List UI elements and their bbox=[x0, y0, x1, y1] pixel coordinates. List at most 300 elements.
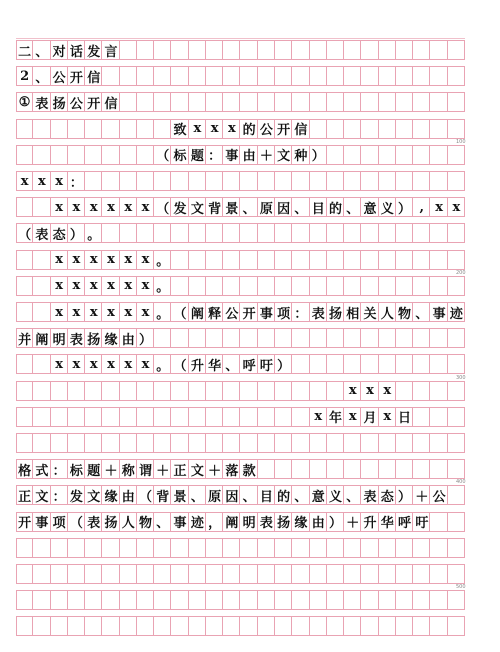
grid-cell bbox=[16, 250, 33, 270]
grid-char: x bbox=[55, 356, 64, 372]
grid-char: ＋ bbox=[156, 463, 170, 479]
grid-cell bbox=[310, 276, 327, 296]
grid-cell bbox=[171, 223, 188, 243]
grid-char: 表 bbox=[87, 516, 101, 532]
grid-cell bbox=[189, 328, 206, 348]
grid-cell bbox=[361, 40, 378, 60]
grid-row bbox=[16, 119, 465, 139]
grid-cell bbox=[379, 119, 396, 139]
grid-cell bbox=[361, 433, 378, 453]
grid-cell bbox=[413, 616, 430, 636]
grid-cell bbox=[361, 250, 378, 270]
grid-char: 款 bbox=[242, 463, 256, 479]
grid-cell bbox=[102, 171, 119, 191]
grid-char: ） bbox=[311, 149, 325, 165]
grid-row bbox=[16, 354, 465, 374]
grid-char: 意 bbox=[311, 489, 325, 505]
grid-cell bbox=[344, 276, 361, 296]
grid-char: 落 bbox=[225, 463, 239, 479]
grid-char: 明 bbox=[52, 332, 66, 348]
grid-cell bbox=[379, 40, 396, 60]
grid-char: 因 bbox=[277, 201, 291, 217]
grid-char: 的 bbox=[328, 201, 342, 217]
grid-char: ） bbox=[328, 516, 342, 532]
grid-cell bbox=[68, 433, 85, 453]
grid-cell bbox=[413, 407, 430, 427]
grid-cell bbox=[310, 381, 327, 401]
grid-cell bbox=[85, 433, 102, 453]
grid-char: 发 bbox=[87, 44, 101, 60]
grid-cell bbox=[396, 538, 413, 558]
grid-cell bbox=[206, 590, 223, 610]
grid-cell bbox=[327, 250, 344, 270]
grid-cell bbox=[258, 250, 275, 270]
grid-char: x bbox=[348, 383, 357, 399]
grid-char: 呼 bbox=[242, 358, 256, 374]
grid-cell bbox=[327, 354, 344, 374]
grid-cell bbox=[137, 407, 154, 427]
grid-cell bbox=[171, 250, 188, 270]
grid-char: 意 bbox=[363, 201, 377, 217]
grid-char: 、 bbox=[346, 489, 360, 505]
grid-char: 、 bbox=[415, 306, 429, 322]
grid-cell bbox=[327, 171, 344, 191]
grid-char: 事 bbox=[35, 516, 49, 532]
grid-cell bbox=[275, 407, 292, 427]
grid-char: x bbox=[141, 199, 150, 215]
grid-char: 义 bbox=[380, 201, 394, 217]
grid-cell bbox=[310, 616, 327, 636]
grid-char: x bbox=[141, 278, 150, 294]
grid-cell bbox=[137, 66, 154, 86]
grid-char: 缘 bbox=[104, 489, 118, 505]
grid-cell bbox=[51, 433, 68, 453]
grid-cell bbox=[33, 145, 50, 165]
grid-cell bbox=[68, 564, 85, 584]
grid-cell bbox=[344, 590, 361, 610]
grid-cell bbox=[361, 92, 378, 112]
grid-cell bbox=[241, 223, 258, 243]
grid-cell bbox=[241, 66, 258, 86]
grid-char: 华 bbox=[208, 358, 222, 374]
grid-cell bbox=[206, 92, 223, 112]
grid-row bbox=[16, 171, 465, 191]
grid-char: 题 bbox=[87, 463, 101, 479]
grid-row bbox=[16, 459, 465, 479]
grid-char: 谓 bbox=[139, 463, 153, 479]
top-rule bbox=[16, 38, 465, 39]
grid-char: x bbox=[89, 278, 98, 294]
grid-cell bbox=[430, 250, 447, 270]
grid-cell bbox=[68, 407, 85, 427]
grid-char: 信 bbox=[104, 96, 118, 112]
grid-cell bbox=[258, 616, 275, 636]
grid-cell bbox=[120, 381, 137, 401]
grid-cell bbox=[361, 223, 378, 243]
grid-cell bbox=[258, 92, 275, 112]
grid-cell bbox=[16, 276, 33, 296]
grid-cell bbox=[154, 119, 171, 139]
grid-cell bbox=[413, 354, 430, 374]
grid-char: 、 bbox=[35, 70, 49, 86]
grid-cell bbox=[275, 92, 292, 112]
grid-cell bbox=[327, 459, 344, 479]
grid-char: x bbox=[107, 278, 115, 294]
grid-row bbox=[16, 512, 465, 532]
grid-char: 由 bbox=[121, 332, 135, 348]
grid-cell bbox=[120, 407, 137, 427]
grid-char: 释 bbox=[208, 306, 222, 322]
grid-char: x bbox=[89, 252, 98, 268]
grid-cell bbox=[223, 66, 240, 86]
grid-char: 2 bbox=[20, 68, 30, 84]
grid-char: ） bbox=[139, 332, 153, 348]
grid-cell bbox=[361, 564, 378, 584]
grid-char: 由 bbox=[311, 516, 325, 532]
grid-char: 表 bbox=[35, 96, 49, 112]
grid-char: 目 bbox=[259, 489, 273, 505]
grid-cell bbox=[258, 328, 275, 348]
grid-cell bbox=[223, 538, 240, 558]
grid-cell bbox=[292, 407, 309, 427]
grid-cell bbox=[189, 381, 206, 401]
grid-cell bbox=[189, 40, 206, 60]
grid-cell bbox=[171, 564, 188, 584]
grid-char: ① bbox=[18, 94, 31, 110]
grid-cell bbox=[154, 381, 171, 401]
grid-row bbox=[16, 564, 465, 584]
grid-cell bbox=[16, 145, 33, 165]
grid-cell bbox=[171, 407, 188, 427]
grid-cell bbox=[396, 433, 413, 453]
grid-cell bbox=[137, 381, 154, 401]
grid-cell bbox=[68, 145, 85, 165]
grid-char: x bbox=[210, 121, 219, 137]
grid-char: 项 bbox=[277, 306, 291, 322]
grid-cell bbox=[430, 433, 447, 453]
grid-cell bbox=[292, 250, 309, 270]
grid-cell bbox=[189, 250, 206, 270]
grid-cell bbox=[189, 564, 206, 584]
grid-char: 缘 bbox=[104, 332, 118, 348]
grid-cell bbox=[120, 145, 137, 165]
grid-cell bbox=[430, 354, 447, 374]
grid-row bbox=[16, 223, 465, 243]
grid-char: 项 bbox=[52, 516, 66, 532]
grid-cell bbox=[310, 564, 327, 584]
grid-cell bbox=[413, 40, 430, 60]
grid-cell bbox=[327, 92, 344, 112]
grid-cell bbox=[379, 590, 396, 610]
grid-cell bbox=[430, 145, 447, 165]
grid-cell bbox=[310, 433, 327, 453]
grid-char: 目 bbox=[311, 201, 325, 217]
grid-cell bbox=[258, 538, 275, 558]
grid-char: 言 bbox=[104, 44, 118, 60]
grid-char: 的 bbox=[277, 489, 291, 505]
grid-cell bbox=[223, 616, 240, 636]
grid-char: x bbox=[72, 199, 81, 215]
grid-cell bbox=[275, 538, 292, 558]
grid-cell bbox=[275, 381, 292, 401]
grid-cell bbox=[258, 40, 275, 60]
grid-cell bbox=[241, 590, 258, 610]
grid-cell bbox=[396, 459, 413, 479]
grid-char: 、 bbox=[242, 489, 256, 505]
grid-char: x bbox=[141, 356, 150, 372]
grid-char: 背 bbox=[208, 201, 222, 217]
grid-char: 开 bbox=[18, 516, 32, 532]
grid-cell bbox=[413, 538, 430, 558]
grid-cell bbox=[361, 354, 378, 374]
grid-cell bbox=[430, 92, 447, 112]
grid-cell bbox=[16, 354, 33, 374]
grid-cell bbox=[137, 92, 154, 112]
grid-cell bbox=[413, 223, 430, 243]
grid-char: 迹 bbox=[190, 516, 204, 532]
grid-cell bbox=[361, 328, 378, 348]
grid-cell bbox=[396, 328, 413, 348]
grid-cell bbox=[120, 92, 137, 112]
grid-cell bbox=[206, 381, 223, 401]
grid-cell bbox=[344, 171, 361, 191]
grid-char: 文 bbox=[87, 489, 101, 505]
grid-char: 缘 bbox=[294, 516, 308, 532]
grid-cell bbox=[379, 223, 396, 243]
grid-cell bbox=[189, 590, 206, 610]
grid-cell bbox=[33, 590, 50, 610]
grid-char: 因 bbox=[225, 489, 239, 505]
grid-char: x bbox=[107, 356, 115, 372]
grid-cell bbox=[275, 276, 292, 296]
grid-cell bbox=[396, 564, 413, 584]
grid-cell bbox=[206, 328, 223, 348]
grid-char: 发 bbox=[69, 489, 83, 505]
grid-char: 相 bbox=[346, 306, 360, 322]
grid-char: 明 bbox=[242, 516, 256, 532]
grid-cell bbox=[361, 171, 378, 191]
grid-cell bbox=[379, 66, 396, 86]
grid-row bbox=[16, 302, 465, 322]
grid-cell bbox=[344, 66, 361, 86]
grid-cell bbox=[154, 328, 171, 348]
grid-cell bbox=[154, 66, 171, 86]
grid-char: x bbox=[124, 356, 133, 372]
grid-cell bbox=[327, 223, 344, 243]
grid-char: ： bbox=[52, 463, 66, 479]
grid-cell bbox=[258, 590, 275, 610]
grid-cell bbox=[68, 538, 85, 558]
grid-cell bbox=[51, 381, 68, 401]
grid-cell bbox=[292, 616, 309, 636]
grid-cell bbox=[327, 381, 344, 401]
grid-cell bbox=[154, 538, 171, 558]
grid-cell bbox=[327, 433, 344, 453]
grid-cell bbox=[396, 145, 413, 165]
grid-cell bbox=[430, 590, 447, 610]
grid-char: 开 bbox=[87, 96, 101, 112]
grid-char: 文 bbox=[35, 489, 49, 505]
grid-cell bbox=[68, 616, 85, 636]
grid-cell bbox=[223, 328, 240, 348]
grid-cell bbox=[85, 616, 102, 636]
grid-cell bbox=[275, 66, 292, 86]
grid-cell bbox=[33, 119, 50, 139]
grid-cell bbox=[206, 407, 223, 427]
grid-char: 迹 bbox=[449, 306, 463, 322]
grid-char: 致 bbox=[173, 123, 187, 139]
grid-char: （ bbox=[18, 227, 32, 243]
grid-char: 扬 bbox=[328, 306, 342, 322]
grid-char: 事 bbox=[225, 149, 239, 165]
grid-char: 信 bbox=[294, 123, 308, 139]
grid-char: （ bbox=[173, 306, 187, 322]
grid-cell bbox=[310, 66, 327, 86]
grid-char: x bbox=[141, 252, 150, 268]
grid-cell bbox=[120, 223, 137, 243]
grid-cell bbox=[51, 119, 68, 139]
grid-char: （ bbox=[139, 489, 153, 505]
grid-cell bbox=[413, 145, 430, 165]
grid-cell bbox=[189, 433, 206, 453]
grid-cell bbox=[241, 171, 258, 191]
grid-char: x bbox=[124, 278, 133, 294]
grid-char: 扬 bbox=[104, 516, 118, 532]
grid-char: 并 bbox=[18, 332, 32, 348]
grid-cell bbox=[206, 276, 223, 296]
grid-cell bbox=[310, 92, 327, 112]
grid-char: 公 bbox=[259, 123, 273, 139]
grid-cell bbox=[430, 171, 447, 191]
grid-cell bbox=[85, 119, 102, 139]
grid-cell bbox=[396, 92, 413, 112]
grid-row bbox=[16, 250, 465, 270]
grid-cell bbox=[275, 250, 292, 270]
grid-cell bbox=[275, 564, 292, 584]
grid-cell bbox=[16, 119, 33, 139]
grid-char: x bbox=[72, 356, 81, 372]
grid-char: x bbox=[383, 383, 392, 399]
grid-cell bbox=[120, 433, 137, 453]
grid-cell bbox=[206, 433, 223, 453]
grid-char: 月 bbox=[363, 411, 377, 427]
grid-cell bbox=[223, 407, 240, 427]
grid-char: 标 bbox=[173, 149, 187, 165]
grid-cell bbox=[292, 433, 309, 453]
grid-cell bbox=[379, 616, 396, 636]
grid-cell bbox=[292, 381, 309, 401]
grid-cell bbox=[120, 40, 137, 60]
grid-char: 升 bbox=[190, 358, 204, 374]
grid-cell bbox=[33, 250, 50, 270]
grid-cell bbox=[171, 276, 188, 296]
grid-cell bbox=[327, 590, 344, 610]
grid-char: x bbox=[72, 278, 81, 294]
grid-cell bbox=[361, 66, 378, 86]
grid-char: 表 bbox=[35, 227, 49, 243]
grid-cell bbox=[379, 250, 396, 270]
grid-char: 公 bbox=[225, 306, 239, 322]
grid-cell bbox=[223, 433, 240, 453]
grid-char: ： bbox=[69, 175, 83, 191]
grid-char: 表 bbox=[311, 306, 325, 322]
grid-cell bbox=[379, 145, 396, 165]
grid-char: x bbox=[107, 304, 115, 320]
grid-cell bbox=[102, 223, 119, 243]
grid-cell bbox=[241, 616, 258, 636]
grid-char: 。 bbox=[156, 306, 170, 322]
grid-char: 。 bbox=[156, 280, 170, 296]
grid-char: ＋ bbox=[208, 463, 222, 479]
grid-cell bbox=[85, 564, 102, 584]
grid-cell bbox=[189, 171, 206, 191]
grid-cell bbox=[275, 433, 292, 453]
grid-cell bbox=[241, 433, 258, 453]
grid-cell bbox=[189, 616, 206, 636]
grid-cell bbox=[16, 538, 33, 558]
grid-char: 关 bbox=[363, 306, 377, 322]
grid-char: x bbox=[89, 356, 98, 372]
grid-cell bbox=[206, 40, 223, 60]
grid-cell bbox=[379, 459, 396, 479]
grid-char: x bbox=[124, 252, 133, 268]
grid-cell bbox=[292, 66, 309, 86]
grid-cell bbox=[137, 564, 154, 584]
grid-char: 扬 bbox=[277, 516, 291, 532]
grid-cell bbox=[430, 616, 447, 636]
grid-char: 公 bbox=[52, 70, 66, 86]
grid-char: 。 bbox=[156, 358, 170, 374]
grid-cell bbox=[344, 459, 361, 479]
grid-cell bbox=[275, 171, 292, 191]
grid-cell bbox=[344, 433, 361, 453]
grid-cell bbox=[171, 66, 188, 86]
grid-cell bbox=[189, 538, 206, 558]
grid-cell bbox=[120, 66, 137, 86]
grid-row bbox=[16, 590, 465, 610]
grid-cell bbox=[430, 40, 447, 60]
grid-cell bbox=[189, 92, 206, 112]
grid-cell bbox=[33, 407, 50, 427]
grid-char: 文 bbox=[190, 463, 204, 479]
grid-char: 、 bbox=[156, 516, 170, 532]
grid-cell bbox=[344, 616, 361, 636]
grid-cell bbox=[137, 538, 154, 558]
grid-char: ） bbox=[398, 489, 412, 505]
grid-row bbox=[16, 381, 465, 401]
grid-char: x bbox=[89, 304, 98, 320]
grid-cell bbox=[327, 276, 344, 296]
grid-cell bbox=[154, 92, 171, 112]
grid-cell bbox=[154, 407, 171, 427]
grid-cell bbox=[396, 250, 413, 270]
grid-char: x bbox=[72, 252, 81, 268]
grid-cell bbox=[258, 433, 275, 453]
grid-cell bbox=[344, 538, 361, 558]
grid-char: 事 bbox=[259, 306, 273, 322]
grid-cell bbox=[102, 616, 119, 636]
grid-char: x bbox=[38, 173, 46, 189]
grid-cell bbox=[344, 40, 361, 60]
grid-row bbox=[16, 197, 465, 217]
grid-cell bbox=[310, 328, 327, 348]
grid-row bbox=[16, 538, 465, 558]
grid-cell bbox=[430, 66, 447, 86]
grid-char: 种 bbox=[294, 149, 308, 165]
grid-cell bbox=[327, 616, 344, 636]
grid-cell bbox=[379, 564, 396, 584]
grid-cell bbox=[85, 381, 102, 401]
